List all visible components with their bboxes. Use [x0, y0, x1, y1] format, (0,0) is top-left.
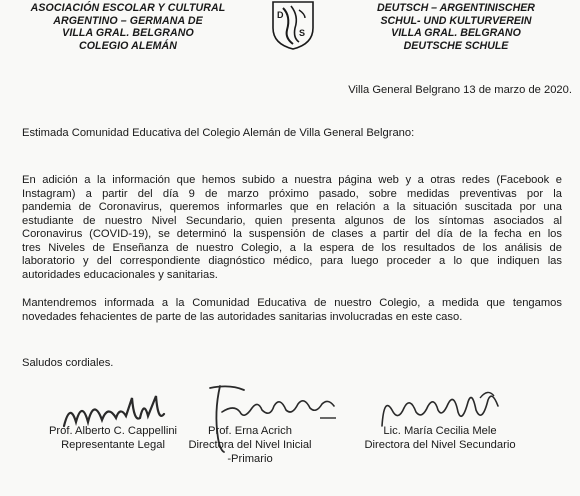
paragraph-line: estudiante de nuestro Nivel Secundario, quien presenta algunos de los síntomas asociados al	[22, 214, 562, 227]
closing-line: Saludos cordiales.	[22, 357, 114, 369]
signature-block-legal-representative	[28, 424, 198, 452]
paragraph-line: Mantendremos informada a la Comunidad Educativa de nuestro Colegio, a medida que tengamos	[22, 297, 562, 309]
letterhead-right-line: SCHUL- UND KULTURVEREIN	[380, 14, 532, 27]
school-crest-logo	[269, 0, 317, 50]
date-line: Villa General Belgrano 13 de marzo de 2020.	[348, 84, 572, 96]
letterhead-left-line: COLEGIO ALEMÁN	[78, 39, 178, 52]
signatory-name: Prof. Erna Acrich	[208, 425, 292, 437]
signatory-role: Representante Legal	[61, 439, 165, 451]
paragraph-line: Instagram) a partir del día 9 de marzo próximo pasado, sobre medidas preventivas por la	[22, 187, 562, 200]
signatory-name: Prof. Alberto C. Cappellini	[48, 425, 178, 437]
signatory-role: Directora del Nivel Inicial	[188, 439, 312, 451]
paragraph-line: pandemia de Coronavirus, queremos informarles que en relación a la situación suscitada por una	[22, 201, 562, 213]
paragraph-line: tres Niveles de Enseñanza de nuestro Colegio, a la espera de los resultados de los análisis de	[22, 241, 562, 254]
signatory-role: Directora del Nivel Secundario	[364, 439, 516, 451]
letterhead-left-line: ARGENTINO – GERMANA DE	[53, 14, 203, 27]
logo-letter-d: D	[277, 10, 284, 20]
letterhead-right	[336, 2, 576, 52]
paragraph-line: Coronavirus (COVID-19), se determinó la suspensión de clases a partir del día de la fecha en los	[22, 228, 562, 240]
paragraph-line: autoridades educacionales y sanitarias.	[22, 268, 218, 281]
signatory-name: Lic. María Cecilia Mele	[383, 425, 497, 437]
logo-letter-s: S	[299, 28, 306, 38]
letterhead-left-line: ASOCIACIÓN ESCOLAR Y CULTURAL	[30, 2, 226, 14]
signature-block-secondary-director	[340, 424, 540, 452]
letterhead-right-line: DEUTSCH – ARGENTINISCHER	[377, 2, 535, 14]
letterhead-right-line: DEUTSCHE SCHULE	[403, 39, 509, 52]
paragraph-line: novedades fehacientes de parte de las autoridades sanitarias involucradas en este caso.	[22, 310, 463, 323]
salutation: Estimada Comunidad Educativa del Colegio Alemán de Villa General Belgrano:	[22, 127, 415, 139]
paragraph-line: En adición a la información que hemos subido a nuestra página web y a otras redes (Facebook e	[22, 174, 562, 186]
signatory-role-continued: -Primario	[227, 453, 273, 465]
body-paragraph-1	[22, 174, 562, 282]
paragraph-line: laboratorio y del correspondiente diagnóstico médico, para luego proceder a lo que indiquen las	[22, 255, 562, 267]
letterhead-left-line: VILLA GRAL. BELGRANO	[62, 27, 194, 39]
letterhead-right-line: VILLA GRAL. BELGRANO	[391, 27, 521, 39]
body-paragraph-2	[22, 297, 562, 324]
signature-block-initial-director	[180, 424, 320, 466]
letterhead-left	[8, 2, 248, 52]
